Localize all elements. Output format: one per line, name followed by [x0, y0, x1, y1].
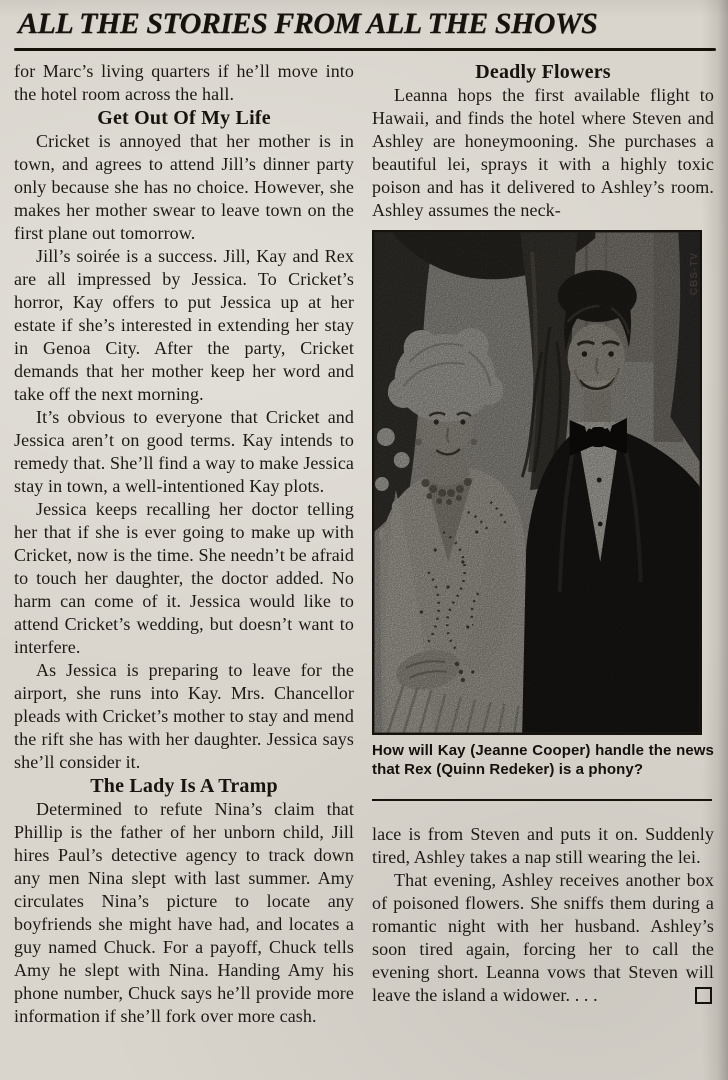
end-of-article-icon: [695, 987, 712, 1004]
story-heading-deadly-flowers: Deadly Flowers: [475, 61, 611, 83]
story-paragraph: Determined to refute Nina’s claim that Phillip is the father of her unborn child, Jill hires Paul’s detective agency to track down any men Nina slept with last summer. Amy circulates Nina’s picture to locate any boyfriends she might have had, and locates a guy named Chuck. For a payoff, Chuck tells Amy he slept with Nina. Handing Amy his phone number, Chuck says he’ll provide more information if she’ll fork over more cash.: [14, 799, 354, 1026]
photo-credit: CBS-TV: [688, 251, 700, 296]
left-column: [14, 60, 354, 1028]
page-title: ALL THE STORIES FROM ALL THE SHOWS: [18, 7, 598, 40]
story-paragraph: Leanna hops the first available flight to Hawaii, and finds the hotel where Steven and Ashley are honeymooning. She purchases a beautiful lei, sprays it with a highly toxic poison and has it delivered to Ashley’s room. Ashley assumes the neck-: [372, 85, 714, 220]
story-paragraph: As Jessica is preparing to leave for the airport, she runs into Kay. Mrs. Chancellor pleads with Cricket’s mother to stay and mend the rift she has with her daughter. Jessica says she’ll consider it.: [14, 660, 354, 772]
story-heading-the-lady-is-a-tramp: The Lady Is A Tramp: [90, 775, 278, 797]
photo-illustration: [374, 232, 700, 733]
column-divider-rule: [372, 799, 712, 801]
page-header: [18, 4, 718, 44]
photo-caption: How will Kay (Jeanne Cooper) handle the news that Rex (Quinn Redeker) is a phony?: [372, 742, 714, 778]
story-paragraph: for Marc’s living quarters if he’ll move into the hotel room across the hall.: [14, 61, 354, 104]
right-column: [372, 60, 714, 1007]
story-paragraph: It’s obvious to everyone that Cricket and Jessica aren’t on good terms. Kay intends to remedy that. She’ll find a way to make Jessica stay in town, a well-intentioned Kay plots.: [14, 407, 354, 496]
story-heading-get-out-of-my-life: Get Out Of My Life: [97, 107, 271, 129]
photo-kay-and-rex: [372, 230, 702, 735]
story-paragraph: lace is from Steven and puts it on. Suddenly tired, Ashley takes a nap still wearing the lei.: [372, 824, 714, 867]
story-paragraph: Cricket is annoyed that her mother is in town, and agrees to attend Jill’s dinner party only because she has no choice. However, she makes her mother swear to leave town on the first plane out tomorrow.: [14, 131, 354, 243]
story-paragraph: Jessica keeps recalling her doctor telling her that if she is ever going to make up with Cricket, now is the time. She needn’t be afraid to touch her daughter, the doctor added. No harm can come of it. Jessica would like to attend Cricket’s wedding, but doesn’t want to interfere.: [14, 499, 354, 657]
story-continuation: [372, 823, 714, 1007]
story-paragraph: That evening, Ashley receives another box of poisoned flowers. She sniffs them during a romantic night with her husband. Ashley’s soon tired again, forcing her to call the evening short. Leanna vows that Steven will leave the island a widower. . . .: [372, 870, 714, 1005]
header-rule: [14, 48, 716, 51]
story-paragraph: Jill’s soirée is a success. Jill, Kay and Rex are all impressed by Jessica. To Cricket’s horror, Kay offers to put Jessica up at her estate if she’s interested in extending her stay in Genoa City. After the party, Cricket demands that her mother keep her word and take off the next morning.: [14, 246, 354, 404]
